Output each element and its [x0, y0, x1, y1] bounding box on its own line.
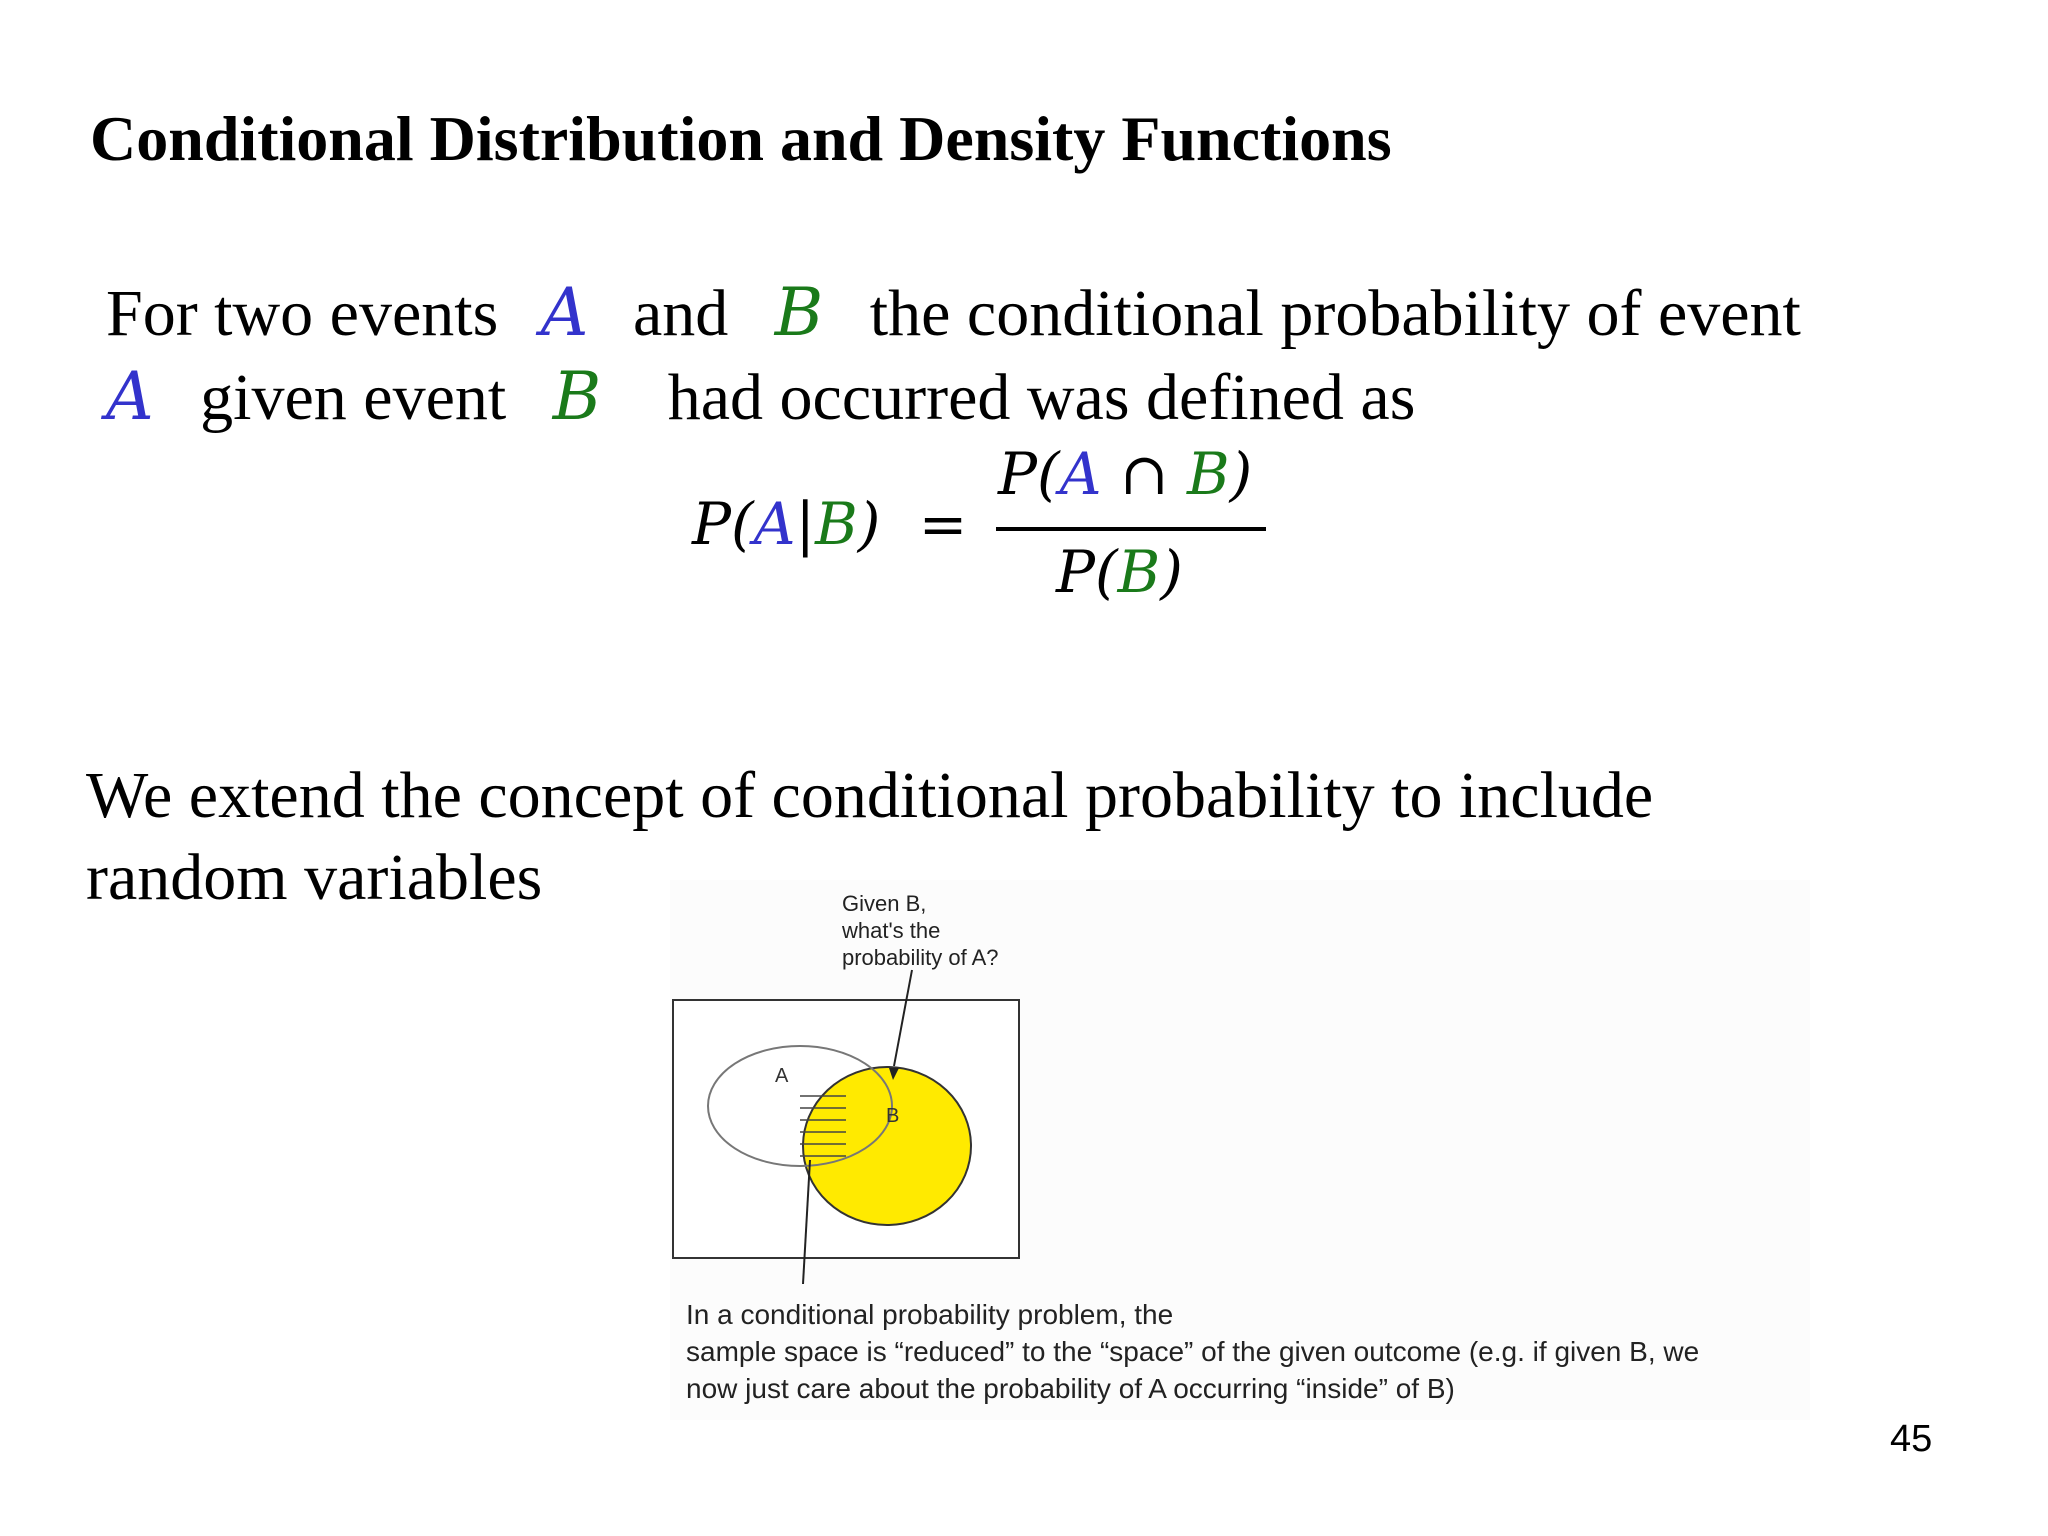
page-number: 45 [1890, 1418, 1933, 1460]
caption-line: In a conditional probability problem, the [686, 1299, 1174, 1330]
formula-lhs [692, 490, 967, 558]
note-line: what's the [842, 918, 941, 943]
var-a: A [540, 274, 589, 351]
extend-line-2: random variables [86, 841, 543, 914]
slide-title: Conditional Distribution and Density Functions [90, 103, 1392, 174]
formula-symbol: ) [857, 490, 881, 558]
note-line: probability of A? [842, 945, 999, 970]
intro-line-1 [106, 274, 1801, 352]
note-line: Given B, [842, 891, 927, 916]
extend-line-1: We extend the concept of conditional probability to include [86, 759, 1654, 832]
intro-text: given event [200, 361, 507, 434]
formula-equals: = [918, 490, 968, 558]
label-b: B [886, 1105, 900, 1127]
formula-symbol: | [795, 490, 816, 558]
formula-denominator [1056, 538, 1183, 606]
intro-line-2 [106, 358, 1415, 436]
venn-diagram [660, 960, 1080, 1290]
formula-numerator [998, 440, 1252, 508]
formula-symbol: ) [1160, 538, 1183, 606]
formula-var-b: B [1187, 440, 1230, 508]
formula-cap: ∩ [1119, 440, 1169, 508]
caption-line: sample space is “reduced” to the “space” of the given outcome (e.g. if given B, we [686, 1336, 1700, 1367]
var-b: B [774, 274, 824, 351]
diagram-question-note [842, 890, 999, 971]
caption-line: now just care about the probability of A occurring “inside” of B) [686, 1373, 1455, 1404]
formula-var-a: A [1059, 440, 1102, 508]
formula-symbol: P( [692, 490, 754, 558]
formula-symbol: P( [1056, 538, 1118, 606]
formula-var-b: B [815, 490, 858, 558]
formula-symbol: ) [1229, 440, 1253, 508]
event-b-circle [803, 1067, 971, 1225]
intro-text: For two events [106, 277, 499, 350]
label-a: A [775, 1065, 789, 1087]
diagram-caption [686, 1296, 1699, 1407]
intro-text: had occurred was defined as [667, 361, 1416, 434]
var-b: B [552, 358, 602, 435]
var-a: A [106, 358, 154, 435]
formula-symbol: P( [998, 440, 1060, 508]
intro-and: and [632, 277, 729, 350]
intro-text: the conditional probability of event [869, 277, 1801, 350]
formula-var-a: A [753, 490, 796, 558]
fraction-line [996, 527, 1266, 531]
formula-var-b: B [1117, 538, 1161, 606]
